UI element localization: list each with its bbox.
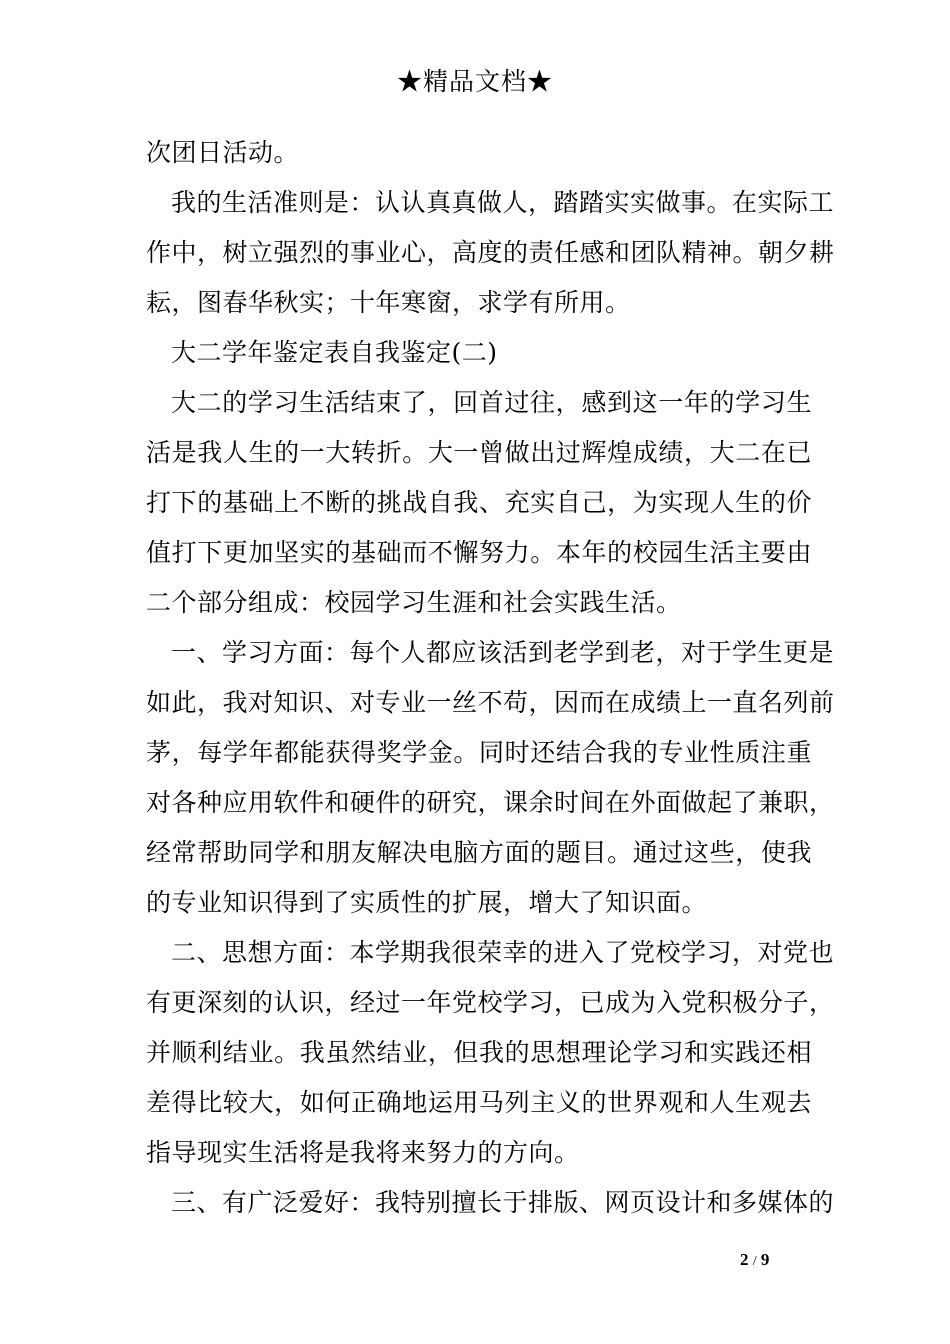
text-line: 作中，树立强烈的事业心，高度的责任感和团队精神。朝夕耕 — [146, 238, 835, 267]
total-page-count: 9 — [760, 1250, 770, 1269]
text-line: 二、思想方面：本学期我很荣幸的进入了党校学习，对党也 — [171, 938, 835, 967]
page-header-title: ★精品文档★ — [396, 67, 553, 96]
text-line: 次团日活动。 — [146, 138, 300, 167]
text-line: 有更深刻的认识，经过一年党校学习，已成为入党积极分子， — [146, 988, 835, 1017]
page-number — [740, 1248, 769, 1274]
text-line: 打下的基础上不断的挑战自我、充实自己，为实现人生的价 — [146, 488, 812, 517]
text-line: 耘，图春华秋实；十年寒窗，求学有所用。 — [146, 288, 631, 317]
text-line: 二个部分组成：校园学习生涯和社会实践生活。 — [146, 588, 682, 617]
text-line: 我的生活准则是：认认真真做人，踏踏实实做事。在实际工 — [171, 188, 835, 217]
page-number-separator: / — [752, 1254, 757, 1269]
text-line: 三、有广泛爱好：我特别擅长于排版、网页设计和多媒体的 — [171, 1188, 835, 1217]
section-heading: 大二学年鉴定表自我鉴定(二) — [171, 338, 498, 367]
text-line: 茅，每学年都能获得奖学金。同时还结合我的专业性质注重 — [146, 738, 812, 767]
text-line: 的专业知识得到了实质性的扩展，增大了知识面。 — [146, 888, 708, 917]
document-body — [146, 128, 835, 1228]
text-line: 指导现实生活将是我将来努力的方向。 — [146, 1138, 580, 1167]
text-line: 并顺利结业。我虽然结业，但我的思想理论学习和实践还相 — [146, 1038, 812, 1067]
current-page-number: 2 — [740, 1250, 749, 1269]
text-line: 大二的学习生活结束了，回首过往，感到这一年的学习生 — [171, 388, 812, 417]
text-line: 值打下更加坚实的基础而不懈努力。本年的校园生活主要由 — [146, 538, 812, 567]
text-line: 对各种应用软件和硬件的研究，课余时间在外面做起了兼职， — [146, 788, 835, 817]
text-line: 活是我人生的一大转折。大一曾做出过辉煌成绩，大二在已 — [146, 438, 812, 467]
text-line: 如此，我对知识、对专业一丝不苟，因而在成绩上一直名列前 — [146, 688, 835, 717]
text-line: 一、学习方面：每个人都应该活到老学到老，对于学生更是 — [171, 638, 835, 667]
text-line: 差得比较大，如何正确地运用马列主义的世界观和人生观去 — [146, 1088, 812, 1117]
text-line: 经常帮助同学和朋友解决电脑方面的题目。通过这些，使我 — [146, 838, 812, 867]
